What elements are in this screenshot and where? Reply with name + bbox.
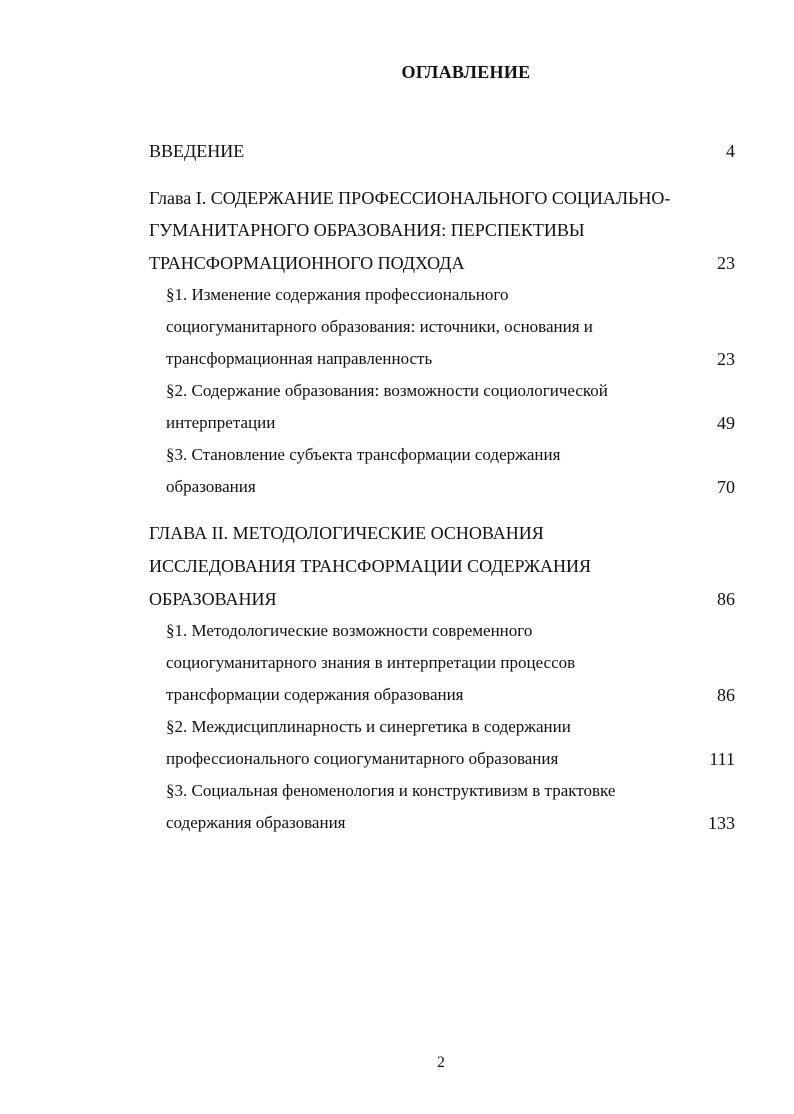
toc-ch1-sec3-line[interactable]: образования	[166, 477, 256, 496]
toc-ch1-sec1-line[interactable]: трансформационная направленность	[166, 349, 433, 368]
toc-ch1-sec2-page: 49	[717, 413, 735, 433]
toc-chapter2-line[interactable]: ОБРАЗОВАНИЯ	[149, 589, 277, 609]
toc-ch1-sec1-line[interactable]: социогуманитарного образования: источники, основания и	[166, 317, 593, 336]
toc-chapter1-page: 23	[717, 253, 735, 273]
toc-ch2-sec2-line[interactable]: профессионального социогуманитарного образования	[166, 749, 559, 768]
toc-intro-page: 4	[726, 141, 735, 161]
toc-ch1-sec1-page: 23	[717, 349, 735, 369]
toc-chapter2-line[interactable]: ГЛАВА II. МЕТОДОЛОГИЧЕСКИЕ ОСНОВАНИЯ	[149, 523, 544, 543]
toc-chapter2-line[interactable]: ИССЛЕДОВАНИЯ ТРАНСФОРМАЦИИ СОДЕРЖАНИЯ	[149, 556, 591, 576]
toc-ch2-sec1-line[interactable]: трансформации содержания образования	[166, 685, 464, 704]
toc-ch2-sec3-line[interactable]: содержания образования	[166, 813, 346, 832]
toc-ch2-sec2-page: 111	[709, 749, 735, 769]
toc-ch1-sec3-page: 70	[717, 477, 735, 497]
toc-ch1-sec2-line[interactable]: §2. Содержание образования: возможности социологической	[166, 381, 608, 400]
toc-chapter1-line[interactable]: ГУМАНИТАРНОГО ОБРАЗОВАНИЯ: ПЕРСПЕКТИВЫ	[149, 220, 585, 240]
page-number: 2	[437, 1054, 445, 1071]
toc-intro-label[interactable]: ВВЕДЕНИЕ	[149, 141, 245, 161]
toc-ch2-sec3-line[interactable]: §3. Социальная феноменология и конструктивизм в трактовке	[166, 781, 616, 800]
toc-chapter1-line[interactable]: ТРАНСФОРМАЦИОННОГО ПОДХОДА	[149, 253, 465, 273]
toc-ch2-sec3-page: 133	[708, 813, 735, 833]
toc-ch2-sec2-line[interactable]: §2. Междисциплинарность и синергетика в содержании	[166, 717, 571, 736]
toc-ch1-sec2-line[interactable]: интерпретации	[166, 413, 276, 432]
toc-title: ОГЛАВЛЕНИЕ	[401, 62, 531, 82]
toc-ch2-sec1-line[interactable]: §1. Методологические возможности современного	[166, 621, 533, 640]
toc-ch2-sec1-line[interactable]: социогуманитарного знания в интерпретации процессов	[166, 653, 576, 672]
toc-ch1-sec3-line[interactable]: §3. Становление субъекта трансформации содержания	[166, 445, 561, 464]
toc-chapter1-line[interactable]: Глава I. СОДЕРЖАНИЕ ПРОФЕССИОНАЛЬНОГО СОЦИАЛЬНО-	[149, 188, 671, 208]
toc-ch1-sec1-line[interactable]: §1. Изменение содержания профессионального	[166, 285, 509, 304]
toc-chapter2-page: 86	[717, 589, 735, 609]
toc-ch2-sec1-page: 86	[717, 685, 735, 705]
